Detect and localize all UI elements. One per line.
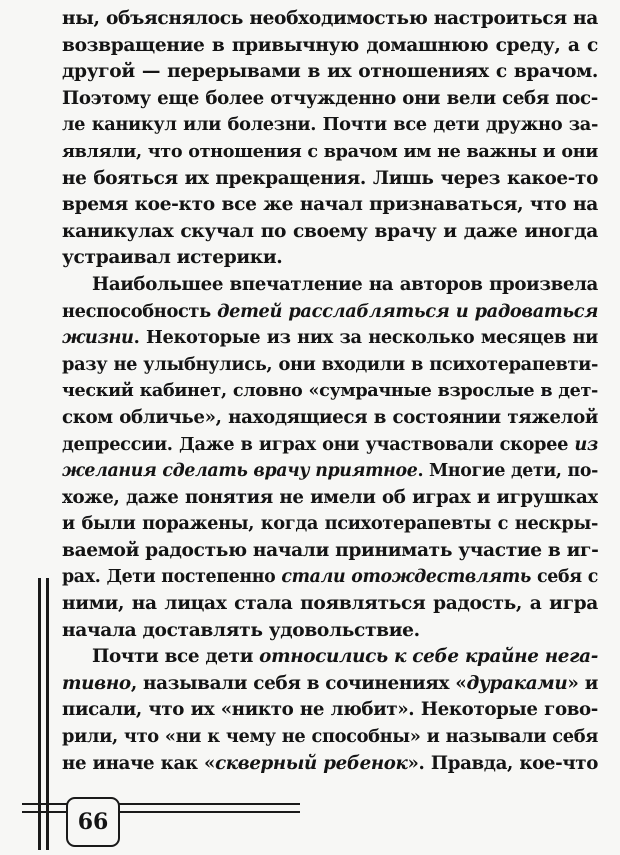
paragraph-2 <box>62 272 598 644</box>
line: ческий кабинет, словно «сумрачные взрослые в дет- <box>62 380 598 402</box>
line: разу не улыбнулись, они входили в психотерапевти- <box>62 353 598 375</box>
line: неспособность детей расслабляться и радоваться <box>62 300 598 322</box>
line: депрессии. Даже в играх они участвовали скорее из <box>62 433 598 455</box>
line: время кое-кто все же начал признаваться, что на <box>62 194 598 216</box>
line: Почти все дети относились к себе крайне нега- <box>92 646 598 668</box>
margin-rule-right <box>46 578 49 850</box>
page-number-box <box>66 797 120 847</box>
line: каникулах скучал по своему врачу и даже иногда <box>62 220 598 242</box>
paragraph-3 <box>62 644 598 777</box>
line: ваемой радостью начали принимать участие в иг- <box>62 539 598 561</box>
line: рили, что «ни к чему не способны» и называли себя <box>62 726 598 748</box>
line: тивно, называли себя в сочинениях «дураками» и <box>62 672 598 694</box>
line: Поэтому еще более отчужденно они вели себя пос- <box>62 87 598 109</box>
line: рах. Дети постепенно стали отождествлять себя с <box>62 567 598 588</box>
line: начала доставлять удовольствие. <box>62 619 420 641</box>
line: и были поражены, когда психотерапевты с нескры- <box>62 513 598 535</box>
line: хоже, даже понятия не имели об играх и игрушках <box>62 486 598 508</box>
footer-rule-top <box>22 803 300 805</box>
line: ны, объяснялось необходимостью настроиться на <box>62 8 598 29</box>
line: возвращение в привычную домашнюю среду, а с <box>62 34 598 56</box>
line: ними, на лицах стала появляться радость, а игра <box>62 593 598 615</box>
page-number: 66 <box>77 809 109 835</box>
line: не иначе как «скверный ребенок». Правда, кое-что <box>62 752 598 774</box>
line: Наибольшее впечатление на авторов произвела <box>92 273 598 295</box>
paragraph-1 <box>62 6 598 272</box>
page-text <box>62 6 598 777</box>
line: писали, что их «никто не любит». Некоторые гово- <box>62 699 598 721</box>
line: ле каникул или болезни. Почти все дети дружно за- <box>62 114 598 136</box>
line: желания сделать врачу приятное. Многие дети, по- <box>62 461 598 482</box>
line: жизни. Некоторые из них за несколько месяцев ни <box>62 327 598 349</box>
line: устраивал истерики. <box>62 247 283 269</box>
line: ском обличье», находящиеся в состоянии тяжелой <box>62 406 598 428</box>
margin-rule-left <box>38 578 41 850</box>
footer-rule-bottom <box>22 811 300 813</box>
line: другой — перерывами в их отношениях с врачом. <box>62 61 598 83</box>
line: являли, что отношения с врачом им не важны и они <box>62 140 598 162</box>
line: не бояться их прекращения. Лишь через какое-то <box>62 167 598 189</box>
